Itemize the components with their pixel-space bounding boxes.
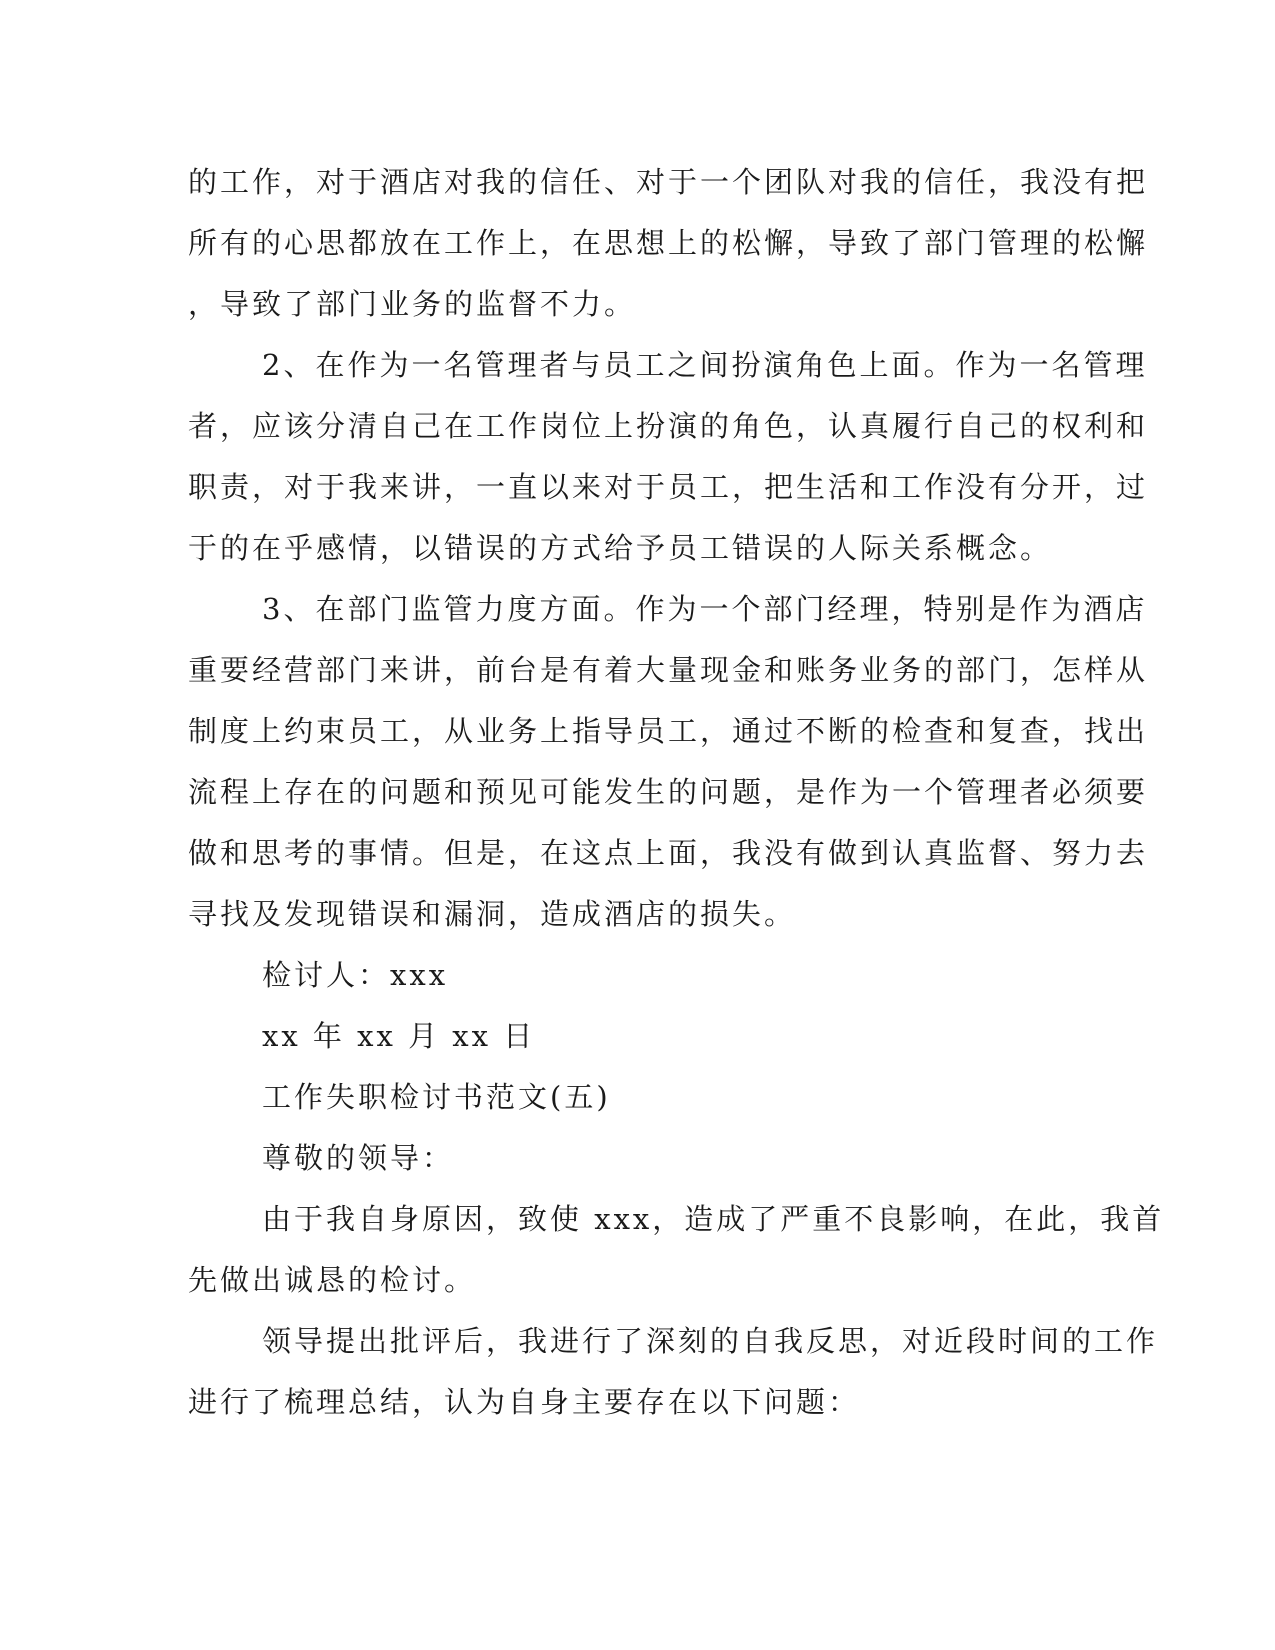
document-body	[188, 152, 1165, 1433]
text-line: 2、在作为一名管理者与员工之间扮演角色上面。作为一名管理	[262, 348, 1148, 382]
text-line: ，导致了部门业务的监督不力。	[188, 287, 637, 321]
text-line: 制度上约束员工，从业务上指导员工，通过不断的检查和复查，找出	[188, 714, 1149, 748]
text-line: 重要经营部门来讲，前台是有着大量现金和账务业务的部门，怎样从	[188, 653, 1149, 687]
text-line: 寻找及发现错误和漏洞，造成酒店的损失。	[188, 897, 797, 931]
text-line: 的工作，对于酒店对我的信任、对于一个团队对我的信任，我没有把	[188, 165, 1149, 199]
text-line: 所有的心思都放在工作上，在思想上的松懈，导致了部门管理的松懈	[188, 226, 1149, 260]
text-line: 由于我自身原因，致使 xxx，造成了严重不良影响，在此，我首	[262, 1202, 1165, 1236]
text-line: 领导提出批评后，我进行了深刻的自我反思，对近段时间的工作	[262, 1324, 1159, 1358]
date-line: xx 年 xx 月 xx 日	[262, 1019, 536, 1053]
text-line: 流程上存在的问题和预见可能发生的问题，是作为一个管理者必须要	[188, 775, 1149, 809]
text-line: 于的在乎感情，以错误的方式给予员工错误的人际关系概念。	[188, 531, 1053, 565]
text-line: 进行了梳理总结，认为自身主要存在以下问题：	[188, 1385, 861, 1419]
text-line: 做和思考的事情。但是，在这点上面，我没有做到认真监督、努力去	[188, 836, 1149, 870]
text-line: 职责，对于我来讲，一直以来对于员工，把生活和工作没有分开，过	[188, 470, 1149, 504]
section-title: 工作失职检讨书范文(五)	[262, 1080, 611, 1114]
text-line: 者，应该分清自己在工作岗位上扮演的角色，认真履行自己的权利和	[188, 409, 1149, 443]
salutation: 尊敬的领导：	[262, 1141, 455, 1175]
text-line: 3、在部门监管力度方面。作为一个部门经理，特别是作为酒店	[262, 592, 1148, 626]
signature-line: 检讨人：xxx	[262, 958, 449, 992]
text-line: 先做出诚恳的检讨。	[188, 1263, 477, 1297]
